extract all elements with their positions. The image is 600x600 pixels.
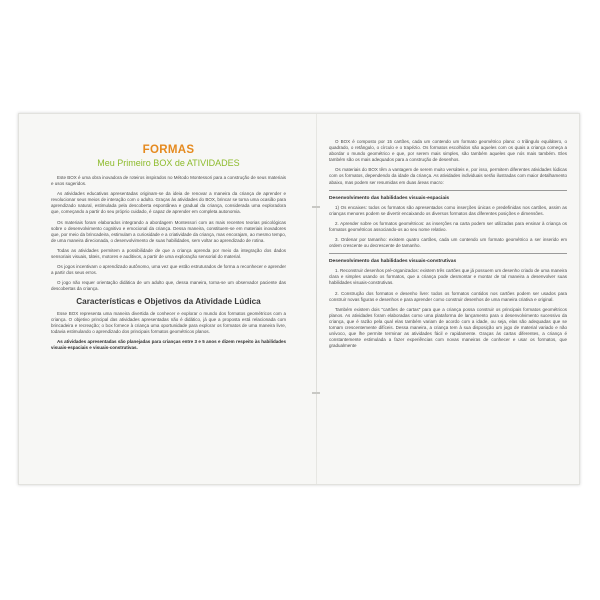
list-item: 2. Construção dos formatos e desenho livre: todos os formatos contidos nos cartões podem ser usados para construir novas figuras e desenhos e para aprender como construir desenhos de uma maneira criativa e original.: [329, 290, 567, 302]
list-item: 2. Aprender sobre os formatos geométricos: as inserções na carta podem ser utilizadas para ensinar à criança os formatos geométricos associando-os ao seu nome relativo.: [329, 220, 567, 232]
box-description-paragraph: Os materiais do BOX têm a vantagem de serem muito versáteis e, por isso, permitem diferentes atividades lúdicas com os formatos, dependendo da idade da criança. As atividades individuais serão ilustradas com maior detalhamento abaixo, mas podem ser resumidas em duas áreas macro:: [329, 167, 567, 185]
page-title: FORMAS: [142, 144, 195, 156]
intro-paragraph: Os materiais foram elaborados integrando a abordagem Montessori com as mais recentes teorias psicológicas sobre o desenvolvimento cognitivo e emocional da criança. Dessa maneira, constituem-se em materiais inovadores que, por meio da brincadeira, estimulam a curiosidade e a criatividade da criança, mas encorajam, ao mesmo tempo, de uma maneira direcionada, o desenvolvimento de suas habilidades, sem voltar ao aprendizado de rotina.: [51, 219, 286, 243]
intro-paragraph: Todas as atividades permitem a possibilidade de que a criança aprenda por meio da integração dos dados sensoriais visuais, táteis, motores e auditivos, a partir de uma exploração sensorial do material.: [51, 247, 286, 260]
section-divider: [329, 190, 567, 191]
intro-paragraph: Os jogos incentivam o aprendizado autônomo, uma vez que estão estruturados de forma a reconhecer e aprender a partir dos seus erros.: [51, 264, 286, 276]
intro-paragraph: As atividades educativas apresentadas originam-se da ideia de renovar a maneira da criança de aprender e revolucionar seus meios de interação com o adulto. Graças às atividades do BOX, brincar se torna uma ocasião para aprendizado natural, estimulada pela descoberta espontânea e gradual da criança, considerada uma exploradora que, começando a partir do seu próprio cuidado, é capaz de aprender em completa autonomia.: [51, 191, 286, 215]
right-page: [329, 114, 567, 484]
box-description-paragraph: O BOX é composto por 15 cartões, cada um contendo um formato geométrico plano: o triângulo equilátero, o quadrado, o retângulo, o círculo e o trapézio. Os formatos escolhidos são aqueles com os quais a criança começa a abordar o mundo geométrico e que, por serem mais simples, são também aqueles que nós mais também. Eles também são os mais adequados para a construção de desenhos.: [329, 139, 567, 163]
list-item: Também existem dois "cartões de cartas" para que a criança possa construir os principais formatos geométricos planos. As atividades foram elaboradas como uma plataforma de lançamento para o desenvolvimento sucessivo da criança, que é razão pela qual elas também variam de acordo com a idade, ou seja, elas são adequadas que se tornam crescentemente difíceis. Dessa maneira, a criança tem à sua disposição um jogo de material variado e não unívoco, que lhe permite terminar as atividades fácil e rapidamente. Graças às cartas diferentes, a criança é constantemente estimulada a fazer experiências com novas maneiras de conhecer e usar os formatos, que gradualmente: [329, 306, 567, 349]
age-range-paragraph: As atividades apresentadas são planejadas para crianças entre 3 e 5 anos e dizem respeito às habilidades visuais-espaciais e visuais-construtivas.: [51, 338, 286, 350]
page-subtitle: Meu Primeiro BOX de ATIVIDADES: [97, 158, 240, 168]
list-item: 3. Ordenar por tamanho: existem quatro cartões, cada um contendo um formato geométrico a ser inserido em ordem crescente ou decrescente de tamanho.: [329, 237, 567, 249]
list-item: 1. Reconstruir desenhos pré-organizados: existem três cartões que já possuem um desenho criado de uma maneira clara e simples usando os formatos, que a criança pode desmontar e montar de tal maneira a desenvolver suas habilidades visuais-construtivas.: [329, 268, 567, 286]
booklet-spine: [316, 114, 317, 484]
spine-staple-mark: [312, 392, 320, 394]
open-booklet: [18, 113, 580, 485]
subsection-heading: Desenvolvimento das habilidades visuais-espaciais: [329, 195, 450, 201]
intro-paragraph: Este BOX é uma obra inovadora de roteiros inspirados no Método Montessori para a construção de seus materiais e usos sugeridos.: [51, 175, 286, 187]
intro-paragraph: O jogo não requer orientação didática de um adulto que, dessa maneira, torna-se um observador paciente das descobertas da criança.: [51, 280, 286, 292]
spine-staple-mark: [312, 206, 320, 208]
section-heading: Características e Objetivos da Atividade Lúdica: [76, 296, 261, 306]
subsection-heading: Desenvolvimento das habilidades visuais-construtivas: [329, 259, 457, 265]
list-item: 1) Os encaixes: todos os formatos são apresentados como inserções únicas e predefinidas nos cartões, assim as crianças menores podem se divertir encaixando os diversos formatos das diferentes posições e dimensões.: [329, 204, 567, 216]
section-divider: [329, 253, 567, 254]
section-paragraph: Esse BOX representa uma maneira divertida de conhecer e explorar o mundo dos formatos geométricos com a criança. O objetivo principal das atividades apresentadas não é didático, já que a proposta está relacionada com brincadeira e recreação; o box fornece à criança uma oportunidade para explorar os formatos de uma maneira livre, todavia estimulando o aprendizado dos principais formatos geométricos planos.: [51, 310, 286, 334]
left-page: [51, 114, 286, 484]
